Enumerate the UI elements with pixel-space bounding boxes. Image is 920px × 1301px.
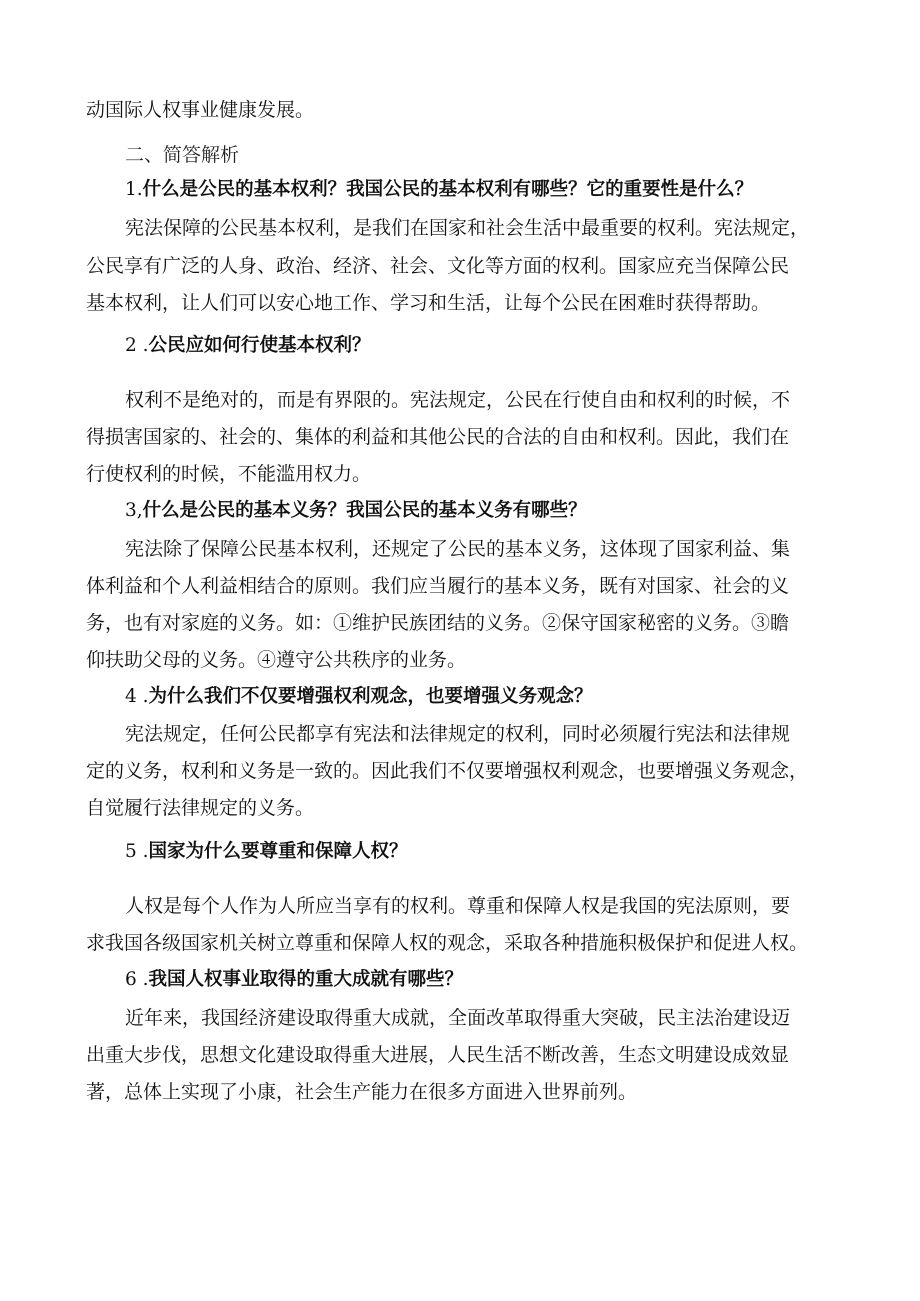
question-2-text: 公民应如何行使基本权利？ — [148, 335, 371, 356]
question-5-number: 5 . — [125, 841, 149, 862]
answer-1-line-2: 公民享有广泛的人身、政治、经济、社会、文化等方面的权利。国家应充当保障公民 — [86, 255, 790, 277]
question-5-text: 国家为什么要尊重和保障人权？ — [148, 841, 408, 862]
answer-1-line-3: 基本权利，让人们可以安心地工作、学习和生活，让每个公民在困难时获得帮助。 — [86, 292, 771, 314]
question-3-text: 什么是公民的基本义务？我国公民的基本义务有哪些？ — [142, 500, 587, 521]
intro-tail-text: 动国际人权事业健康发展。 — [86, 99, 315, 121]
question-4-text: 为什么我们不仅要增强权利观念，也要增强义务观念？ — [148, 686, 593, 707]
answer-4-line-3: 自觉履行法律规定的义务。 — [86, 797, 315, 819]
question-1-number: 1. — [125, 179, 143, 200]
question-1-text: 什么是公民的基本权利？我国公民的基本权利有哪些？它的重要性是什么？ — [142, 179, 754, 200]
question-6 — [125, 967, 463, 993]
question-4 — [125, 684, 593, 710]
answer-3-line-1: 宪法除了保障公民基本权利，还规定了公民的基本义务，这体现了国家利益、集 — [125, 538, 791, 560]
question-6-number: 6 . — [125, 969, 149, 990]
answer-6-line-1: 近年来，我国经济建设取得重大成就，全面改革取得重大突破，民主法治建设迈 — [125, 1007, 791, 1029]
answer-2-line-3: 行使权利的时候，不能滥用权力。 — [86, 463, 372, 485]
section-heading: 二、简答解析 — [125, 144, 240, 166]
question-5 — [125, 839, 408, 865]
question-6-text: 我国人权事业取得的重大成就有哪些？ — [148, 969, 464, 990]
question-2 — [125, 333, 371, 359]
question-3 — [125, 498, 587, 524]
answer-2-line-2: 得损害国家的、社会的、集体的利益和其他公民的合法的自由和权利。因此，我们在 — [86, 426, 790, 448]
answer-3-line-3: 务，也有对家庭的义务。如：①维护民族团结的义务。②保守国家秘密的义务。③瞻 — [86, 612, 790, 634]
question-2-number: 2 . — [125, 335, 149, 356]
answer-5-line-1: 人权是每个人作为人所应当享有的权利。尊重和保障人权是我国的宪法原则，要 — [125, 895, 791, 917]
answer-6-line-3: 著，总体上实现了小康，社会生产能力在很多方面进入世界前列。 — [86, 1081, 638, 1103]
answer-6-line-2: 出重大步伐，思想文化建设取得重大进展，人民生活不断改善，生态文明建设成效显 — [86, 1044, 790, 1066]
answer-4-line-2: 定的义务，权利和义务是一致的。因此我们不仅要增强权利观念，也要增强义务观念， — [86, 760, 809, 782]
question-1 — [125, 177, 753, 203]
answer-2-line-1: 权利不是绝对的，而是有界限的。宪法规定，公民在行使自由和权利的时候，不 — [125, 389, 791, 411]
answer-3-line-2: 体利益和个人利益相结合的原则。我们应当履行的基本义务，既有对国家、社会的义 — [86, 575, 790, 597]
answer-3-line-4: 仰扶助父母的义务。④遵守公共秩序的业务。 — [86, 649, 467, 671]
question-3-number: 3, — [125, 500, 143, 521]
answer-1-line-1: 宪法保障的公民基本权利，是我们在国家和社会生活中最重要的权利。宪法规定， — [125, 217, 810, 239]
question-4-number: 4 . — [125, 686, 149, 707]
answer-4-line-1: 宪法规定，任何公民都享有宪法和法律规定的权利，同时必须履行宪法和法律规 — [125, 723, 791, 745]
answer-5-line-2: 求我国各级国家机关树立尊重和保障人权的观念，采取各种措施积极保护和促进人权。 — [86, 932, 809, 954]
